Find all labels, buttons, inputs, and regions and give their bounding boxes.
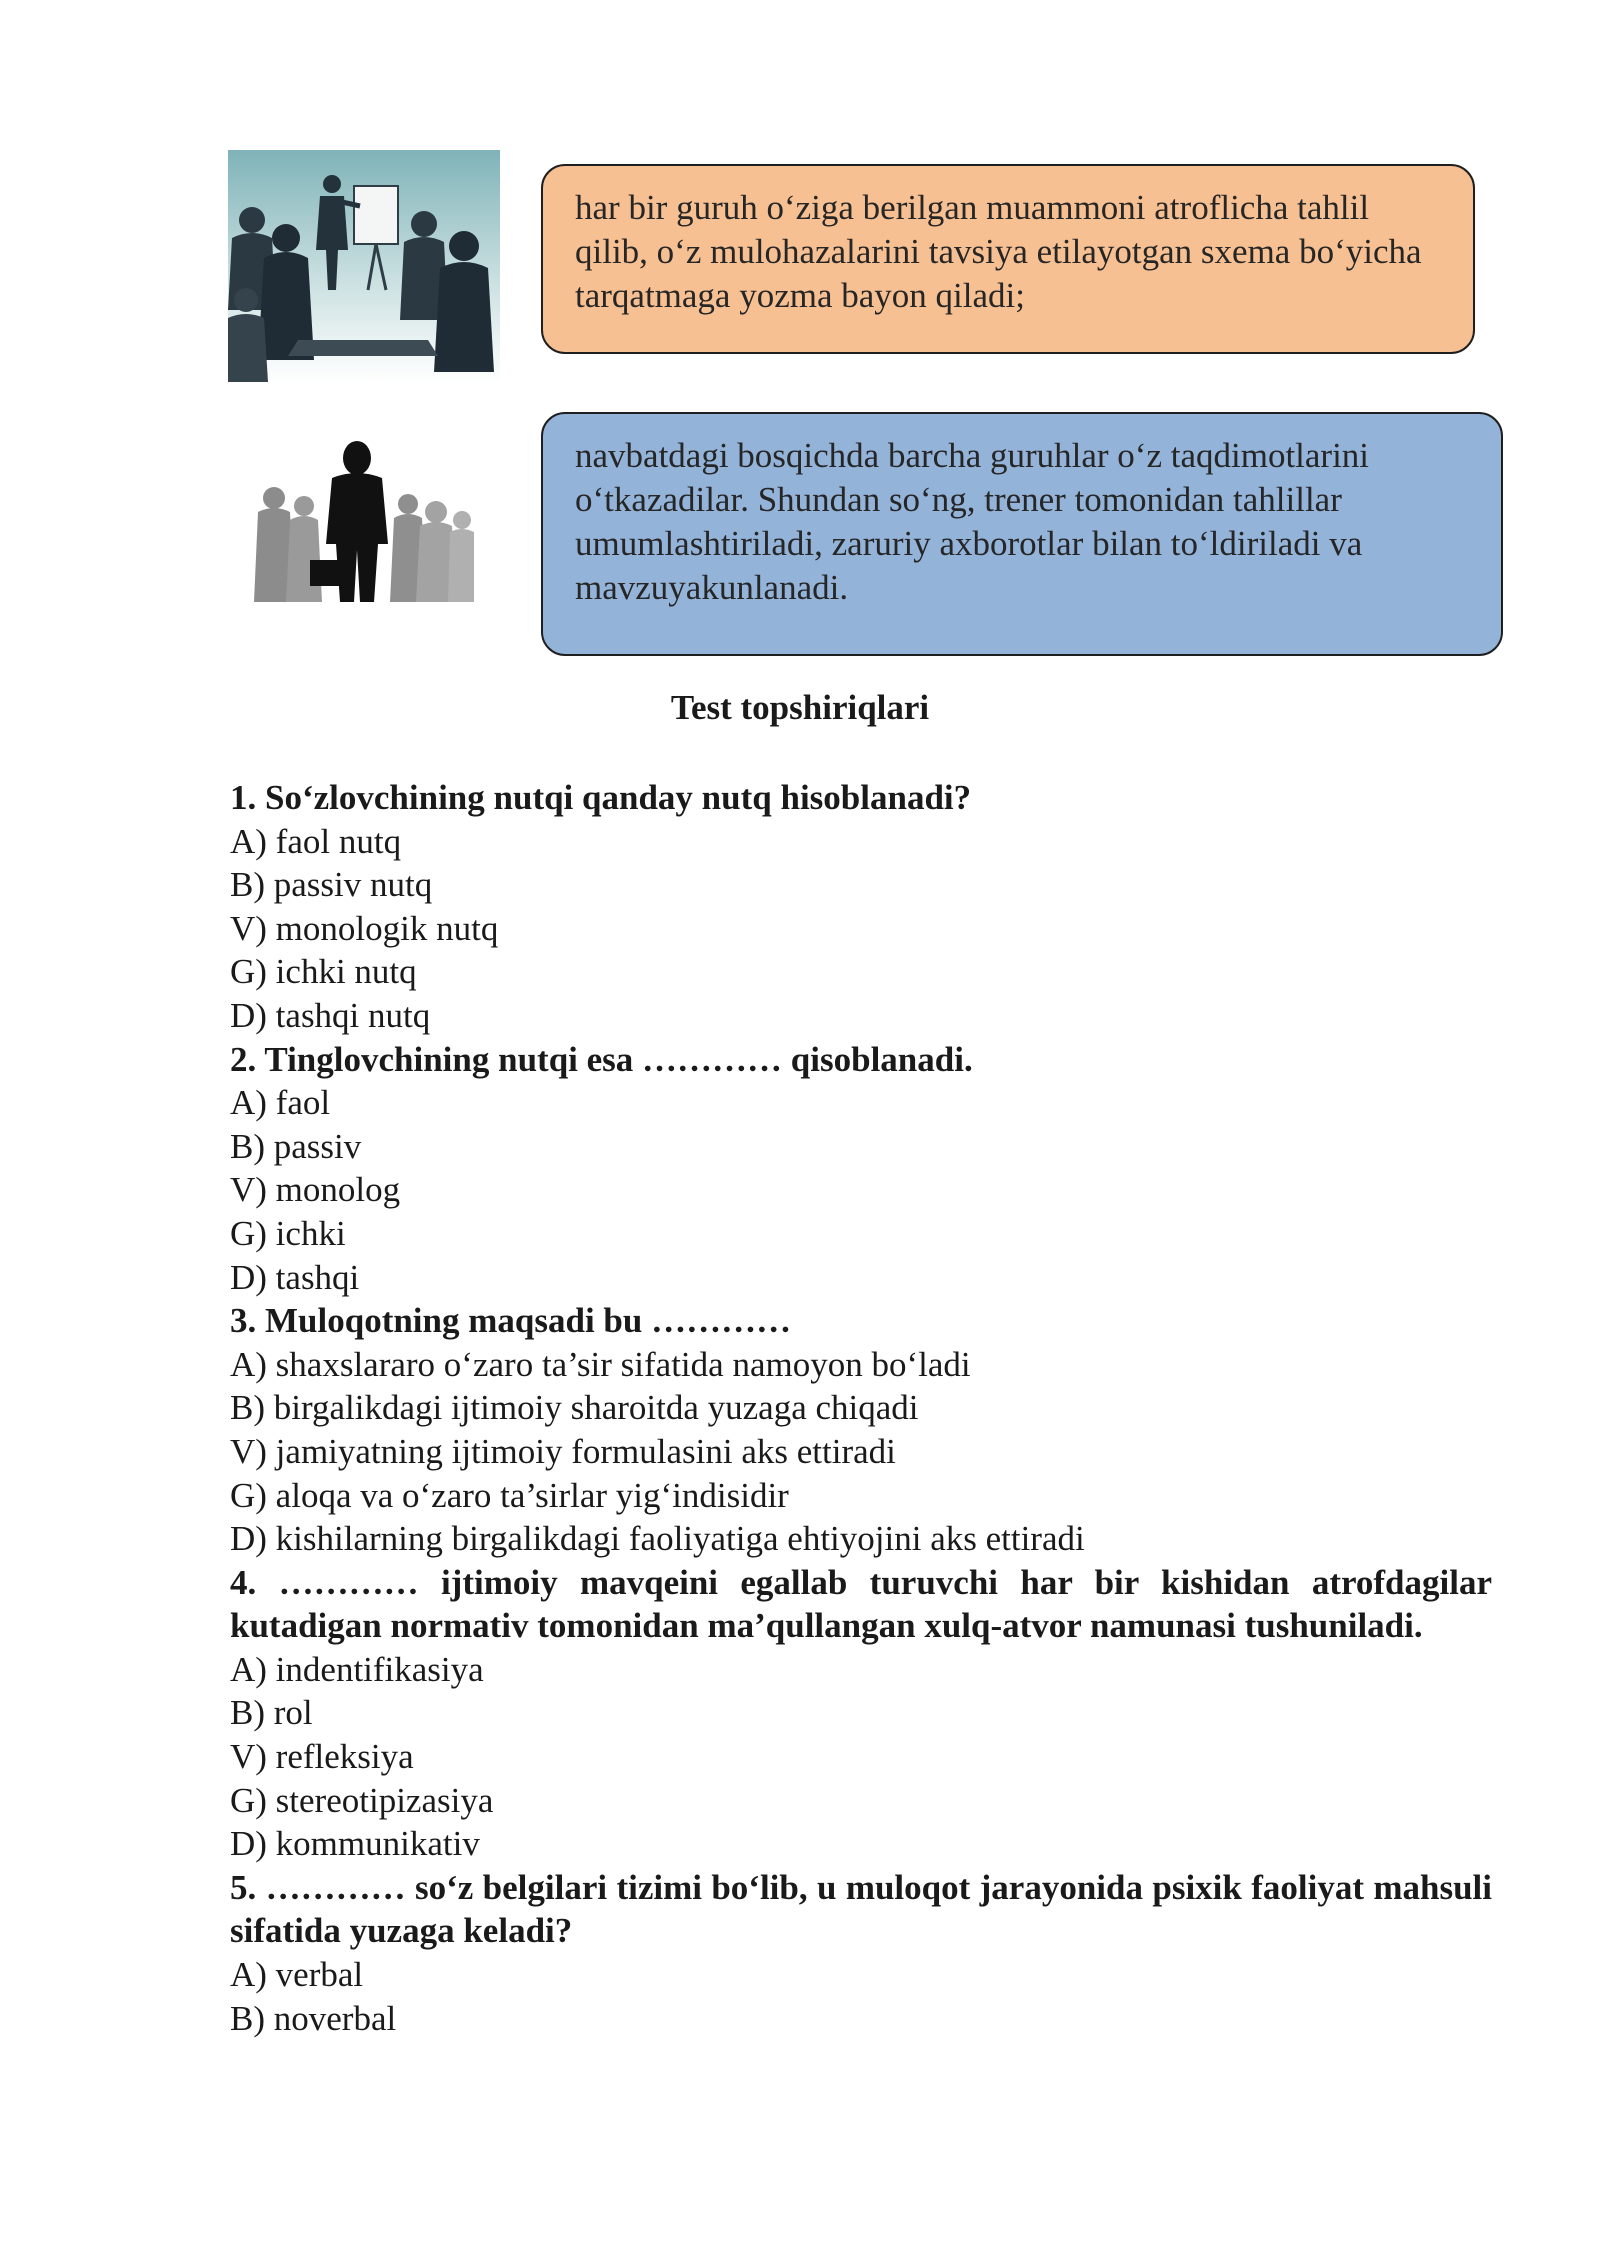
answer-option: V) monolog (230, 1170, 401, 1210)
answer-option: G) ichki (230, 1213, 346, 1253)
answer-option: V) monologik nutq (230, 908, 499, 948)
presentation-stage-callout: navbatdagi bosqichda barcha guruhlar o‘z taqdimotlarini o‘tkazadilar. Shundan so‘ng, trener tomonidan tahlillar umumlashtiriladi, zaruriy axborotlar bilan to‘ldiriladi va mavzuyakunlanadi. (541, 412, 1503, 656)
answer-option: V) refleksiya (230, 1737, 414, 1777)
group-analysis-callout: har bir guruh o‘ziga berilgan muammoni atroflicha tahlil qilib, o‘z mulohazalarini tavsiya etilayotgan sxema bo‘yicha tarqatmaga yozma bayon qiladi; (541, 164, 1475, 354)
answer-option: G) aloqa va o‘zaro ta’sirlar yig‘indisidir (230, 1475, 789, 1515)
test-questions-list (230, 776, 1492, 2040)
answer-option: B) noverbal (230, 1998, 397, 2038)
question-text: 5. ………… so‘z belgilari tizimi bo‘lib, u muloqot jarayonida psixik faoliyat mahsuli sifatida yuzaga keladi? (230, 1867, 1492, 1951)
answer-option: B) rol (230, 1693, 313, 1733)
answer-option: A) shaxslararo o‘zaro ta’sir sifatida namoyon bo‘ladi (230, 1344, 971, 1384)
answer-option: D) kishilarning birgalikdagi faoliyatiga ehtiyojini aks ettiradi (230, 1519, 1085, 1559)
answer-option: G) ichki nutq (230, 952, 417, 992)
answer-option: A) faol (230, 1083, 331, 1123)
question-block (230, 1038, 1492, 1300)
answer-option: A) indentifikasiya (230, 1649, 484, 1689)
answer-option: A) faol nutq (230, 821, 402, 861)
answer-option: D) tashqi nutq (230, 995, 431, 1035)
question-block (230, 1561, 1492, 1866)
answer-option: B) passiv (230, 1126, 362, 1166)
question-block (230, 1866, 1492, 2040)
business-team-leader-icon (240, 440, 474, 602)
question-block (230, 1299, 1492, 1561)
answer-option: D) kommunikativ (230, 1824, 480, 1864)
presentation-meeting-icon (228, 150, 500, 382)
answer-option: G) stereotipizasiya (230, 1780, 494, 1820)
answer-option: V) jamiyatning ijtimoiy formulasini aks ettiradi (230, 1431, 896, 1471)
question-text: 2. Tinglovchining nutqi esa ………… qisoblanadi. (230, 1039, 973, 1079)
question-text: 1. So‘zlovchining nutqi qanday nutq hisoblanadi? (230, 778, 972, 817)
answer-option: B) passiv nutq (230, 865, 433, 905)
question-block (230, 776, 1492, 1038)
answer-option: A) verbal (230, 1955, 364, 1995)
question-text: 3. Muloqotning maqsadi bu ………… (230, 1301, 792, 1341)
answer-option: D) tashqi (230, 1257, 360, 1297)
section-title: Test topshiriqlari (670, 688, 930, 727)
answer-option: B) birgalikdagi ijtimoiy sharoitda yuzaga chiqadi (230, 1388, 919, 1428)
question-text: 4. ………… ijtimoiy mavqeini egallab turuvchi har bir kishidan atrofdagilar kutadigan normativ tomonidan ma’qullangan xulq-atvor namunasi tushuniladi. (230, 1562, 1492, 1646)
